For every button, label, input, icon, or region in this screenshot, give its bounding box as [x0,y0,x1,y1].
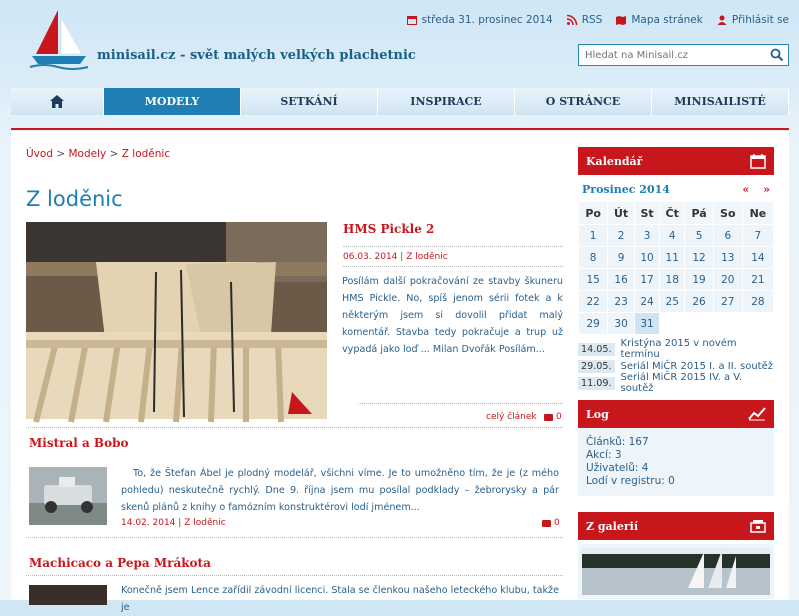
breadcrumb-separator: > [109,148,119,160]
calendar-day[interactable]: 19 [685,269,712,290]
comments-number: 0 [556,412,562,422]
post-image-hms-pickle[interactable] [26,222,327,419]
main-nav [11,88,789,115]
sailing-photo [582,548,770,595]
calendar-day[interactable]: 17 [635,269,659,290]
nav-item-minisailiste[interactable]: MINISAILISTÉ [652,88,789,115]
comments-count[interactable] [542,518,560,528]
weekday: Čt [660,202,684,224]
calendar-day[interactable]: 14 [743,247,773,268]
calendar-day-empty [743,313,773,334]
log-widget-title: Log [586,407,609,421]
weekday-row [579,202,773,224]
calendar-day[interactable]: 28 [743,291,773,312]
site-header [0,0,799,88]
home-icon [50,95,64,108]
breadcrumb [26,148,170,160]
nav-item-inspirace[interactable]: INSPIRACE [378,88,515,115]
calendar-week [579,225,773,246]
event-title: Kristýna 2015 v novém termínu [620,338,737,360]
calendar-day-today[interactable]: 31 [635,313,659,334]
upcoming-events [578,338,774,394]
comments-number: 0 [554,518,560,528]
divider [26,575,563,576]
model-car-photo [29,467,107,525]
calendar-day[interactable]: 23 [608,291,634,312]
calendar-day-empty [685,313,712,334]
calendar-prev[interactable]: « [742,182,750,196]
calendar-day[interactable]: 27 [714,291,742,312]
trend-chart-icon [748,407,766,421]
stat-events: Akcí: 3 [586,449,622,461]
nav-item-o-strance[interactable]: O STRÁNCE [515,88,652,115]
event-item[interactable] [578,338,774,360]
post-title-hms-pickle[interactable]: HMS Pickle 2 [343,222,435,236]
rss-label: RSS [581,14,603,26]
event-title: Seriál MiČR 2015 I. a II. soutěž [620,360,773,372]
calendar-next[interactable]: » [763,182,770,196]
divider [343,246,563,247]
post-title-machicaco[interactable]: Machicaco a Pepa Mrákota [29,556,211,570]
post-thumbnail[interactable] [29,467,107,525]
sitemap-label: Mapa stránek [631,14,703,26]
map-icon [616,15,626,25]
calendar-day[interactable]: 9 [608,247,634,268]
read-more-link[interactable]: celý článek [486,412,537,422]
header-divider [11,128,789,130]
page-title: Z loděnic [26,187,123,211]
breadcrumb-separator: > [56,148,66,160]
post-excerpt: Konečně jsem Lence zařídil závodní licenci. Stala se členkou našeho leteckého klubu, takže je [121,585,559,613]
gallery-preview[interactable] [578,544,774,599]
meta-separator: | [178,518,182,528]
event-item[interactable] [578,372,774,394]
event-title: Seriál MiČR 2015 IV. a V. soutěž [620,372,743,394]
breadcrumb-modely[interactable]: Modely [68,148,107,160]
login-label: Přihlásit se [731,14,789,26]
calendar-day[interactable]: 21 [743,269,773,290]
login-link[interactable] [717,14,789,26]
sitemap-link[interactable] [616,14,702,26]
weekday: Út [608,202,634,224]
log-widget-header [578,400,774,428]
event-date: 11.09. [578,377,615,390]
calendar-arrows [732,183,770,196]
minisail-logo[interactable] [28,8,90,70]
calendar-icon [750,154,766,169]
meta-separator: | [400,252,404,262]
post-thumbnail[interactable] [29,585,107,605]
stat-articles: Článků: 167 [586,436,649,448]
calendar-day[interactable]: 1 [579,225,607,246]
date-display [407,14,553,26]
calendar-day[interactable]: 2 [608,225,634,246]
weekday: So [714,202,742,224]
calendar-day[interactable]: 5 [685,225,712,246]
search-icon[interactable] [770,48,784,62]
calendar-day[interactable]: 26 [685,291,712,312]
gallery-widget-title: Z galerií [586,519,639,533]
post-meta [121,518,226,528]
calendar-day[interactable]: 13 [714,247,742,268]
calendar-day[interactable]: 20 [714,269,742,290]
top-links [407,14,789,26]
calendar-day[interactable]: 16 [608,269,634,290]
calendar-widget-title: Kalendář [586,154,643,168]
divider [343,266,563,267]
calendar-icon [407,15,417,25]
post-date: 14.02. 2014 [121,518,176,528]
calendar-day[interactable]: 15 [579,269,607,290]
calendar-week [579,269,773,290]
calendar-widget-header [578,147,774,175]
rss-link[interactable] [567,14,603,26]
search-box [578,44,789,66]
calendar-day-empty [714,313,742,334]
calendar-day[interactable]: 22 [579,291,607,312]
post-category[interactable]: Z loděnic [184,518,226,528]
nav-item-setkani[interactable]: SETKÁNÍ [241,88,378,115]
calendar-day-empty [660,313,684,334]
hull-construction-photo [26,222,327,419]
comment-icon [544,414,553,421]
weekday: St [635,202,659,224]
calendar-day[interactable]: 30 [608,313,634,334]
nav-home[interactable] [11,88,104,115]
divider [358,403,563,404]
stat-registry: Lodí v registru: 0 [586,475,675,487]
calendar-day[interactable]: 29 [579,313,607,334]
comment-icon [542,520,551,527]
user-icon [717,15,727,25]
calendar-week [579,247,773,268]
stat-users: Uživatelů: 4 [586,462,649,474]
nav-item-modely[interactable]: MODELY [104,88,241,115]
gallery-icon [750,519,766,533]
calendar-grid [578,201,774,335]
calendar-month-header [578,179,774,199]
calendar-day[interactable]: 10 [635,247,659,268]
current-date: středa 31. prosinec 2014 [421,14,553,26]
calendar-day[interactable]: 4 [660,225,684,246]
breadcrumb-home[interactable]: Úvod [26,148,53,160]
calendar-day[interactable]: 6 [714,225,742,246]
calendar-week [579,313,773,334]
post-excerpt: To, že Štefan Ábel je plodný modelář, všichni víme. Je to umožněno tím, že je (z mého pohledu) neskutečně rychlý. Dne 9. října jsem mu posílal podklady – žebrorysky a pár skenů plánů z knihy o famózním konstruktérovi lodí jménem... [121,468,559,513]
post-title-mistral-bobo[interactable]: Mistral a Bobo [29,436,129,450]
divider [26,537,563,538]
main-content [11,131,789,613]
divider [26,427,563,428]
calendar-day[interactable]: 3 [635,225,659,246]
gallery-widget-header [578,512,774,540]
calendar-day[interactable]: 12 [685,247,712,268]
calendar-week [579,291,773,312]
site-title[interactable]: minisail.cz - svět malých velkých plachetnic [97,48,416,63]
breadcrumb-current[interactable]: Z loděnic [121,148,171,160]
post-date: 06.03. 2014 [343,252,398,262]
post-excerpt: Posílám další pokračování ze stavby škuneru HMS Pickle. No, spíš jenom sérii fotek a k některým jsem si dovolil přidat malý komentář. Stavba tedy pokračuje a trup už vypadá jako loď ... Milan Dvořák Posílám... [342,276,563,355]
calendar-month: Prosinec 2014 [582,182,670,196]
calendar-day[interactable]: 7 [743,225,773,246]
calendar-day[interactable]: 8 [579,247,607,268]
calendar-day[interactable]: 11 [660,247,684,268]
rss-icon [567,15,577,25]
event-date: 14.05. [578,343,615,356]
calendar-day[interactable]: 18 [660,269,684,290]
event-date: 29.05. [578,360,615,373]
sidebar [578,147,774,599]
post-meta [343,252,448,262]
calendar-day[interactable]: 24 [635,291,659,312]
post-category[interactable]: Z loděnic [406,252,448,262]
weekday: Ne [743,202,773,224]
calendar-day[interactable]: 25 [660,291,684,312]
log-stats [578,428,774,496]
weekday: Po [579,202,607,224]
search-input[interactable] [579,45,759,65]
comments-count[interactable] [544,412,562,422]
weekday: Pá [685,202,712,224]
